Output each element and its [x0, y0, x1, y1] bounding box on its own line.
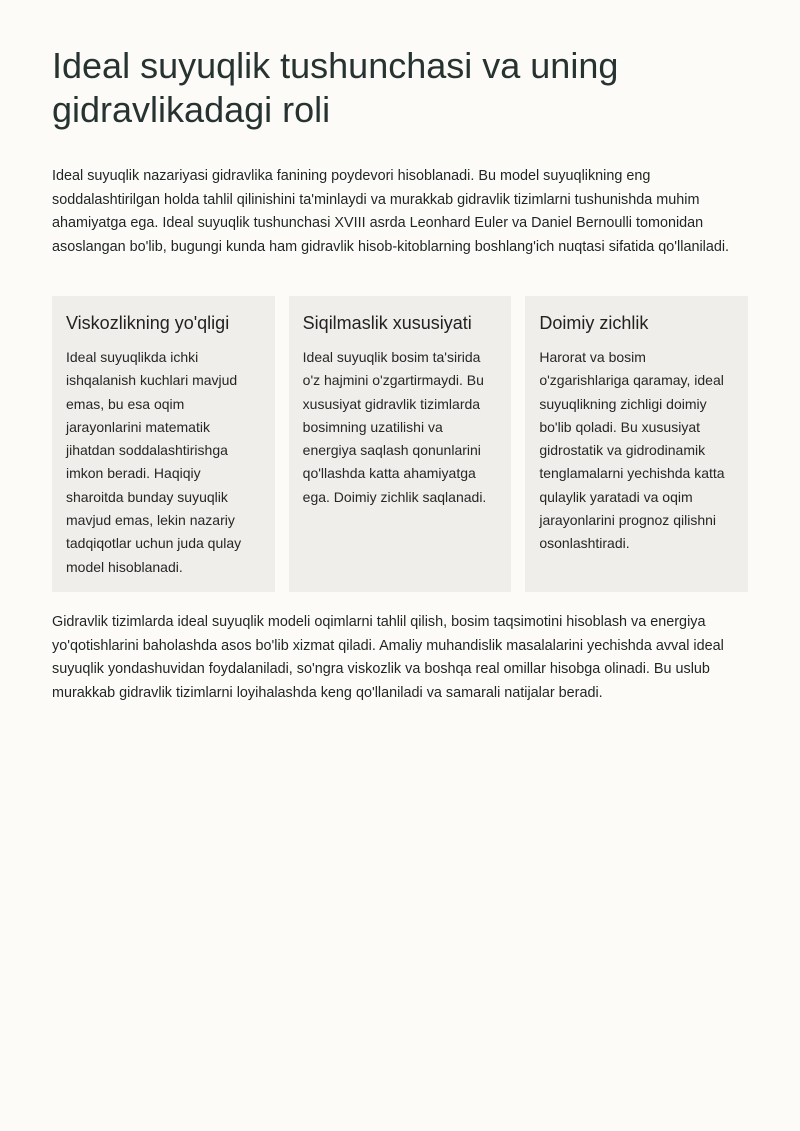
card-title: Siqilmaslik xususiyati — [302, 313, 472, 333]
card-constant-density — [525, 296, 748, 592]
page-title: Ideal suyuqlik tushunchasi va uning gidravlikadagi roli — [52, 45, 619, 130]
intro-paragraph: Ideal suyuqlik nazariyasi gidravlika fanining poydevori hisoblanadi. Bu model suyuqlikning eng soddalashtirilgan holda tahlil qilinishini ta'minlaydi va murakkab gidravlik tizimlarni tushunishda muhim ahamiyatga ega. Ideal suyuqlik tushunchasi XVIII asrda Leonhard Euler va Daniel Bernoulli tomonidan asoslangan bo'lib, bugungi kunda ham gidravlik hisob-kitoblarning boshlang'ich nuqtasi sifatida qo'llaniladi. — [52, 168, 730, 255]
outro-paragraph: Gidravlik tizimlarda ideal suyuqlik modeli oqimlarni tahlil qilish, bosim taqsimotini hisoblash va energiya yo'qotishlarini baholashda asos bo'lib xizmat qiladi. Amaliy muhandislik masalalarini yechishda avval ideal suyuqlik yondashuvidan foydalaniladi, so'ngra viskozlik va boshqa real omillar hisobga olinadi. Bu uslub murakkab gidravlik tizimlarni loyihalashda keng qo'llaniladi va samarali natijalar beradi. — [52, 614, 724, 701]
card-incompressibility — [289, 296, 512, 592]
card-title: Doimiy zichlik — [539, 313, 649, 333]
card-text: Ideal suyuqlik bosim ta'sirida o'z hajmini o'zgartirmaydi. Bu xususiyat gidravlik tizimlarda bosimning uzatilishi va energiya saqlash qonunlarini qo'llashda katta ahamiyatga ega. Doimiy zichlik saqlanadi. — [302, 349, 487, 505]
feature-cards — [52, 296, 748, 592]
card-viscosity — [52, 296, 275, 592]
card-text: Ideal suyuqlikda ichki ishqalanish kuchlari mavjud emas, bu esa oqim jarayonlarini matematik jihatdan soddalashtirishga imkon beradi. Haqiqiy sharoitda bunday suyuqlik mavjud emas, lekin nazariy tadqiqotlar uchun juda qulay model hisoblanadi. — [66, 349, 242, 575]
card-text: Harorat va bosim o'zgarishlariga qaramay, ideal suyuqlikning zichligi doimiy bo'lib qoladi. Bu xususiyat gidrostatik va gidrodinamik tenglamalarni yechishda katta qulaylik yaratadi va oqim jarayonlarini prognoz qilishni osonlashtiradi. — [539, 349, 725, 552]
card-title: Viskozlikning yo'qligi — [66, 313, 230, 333]
